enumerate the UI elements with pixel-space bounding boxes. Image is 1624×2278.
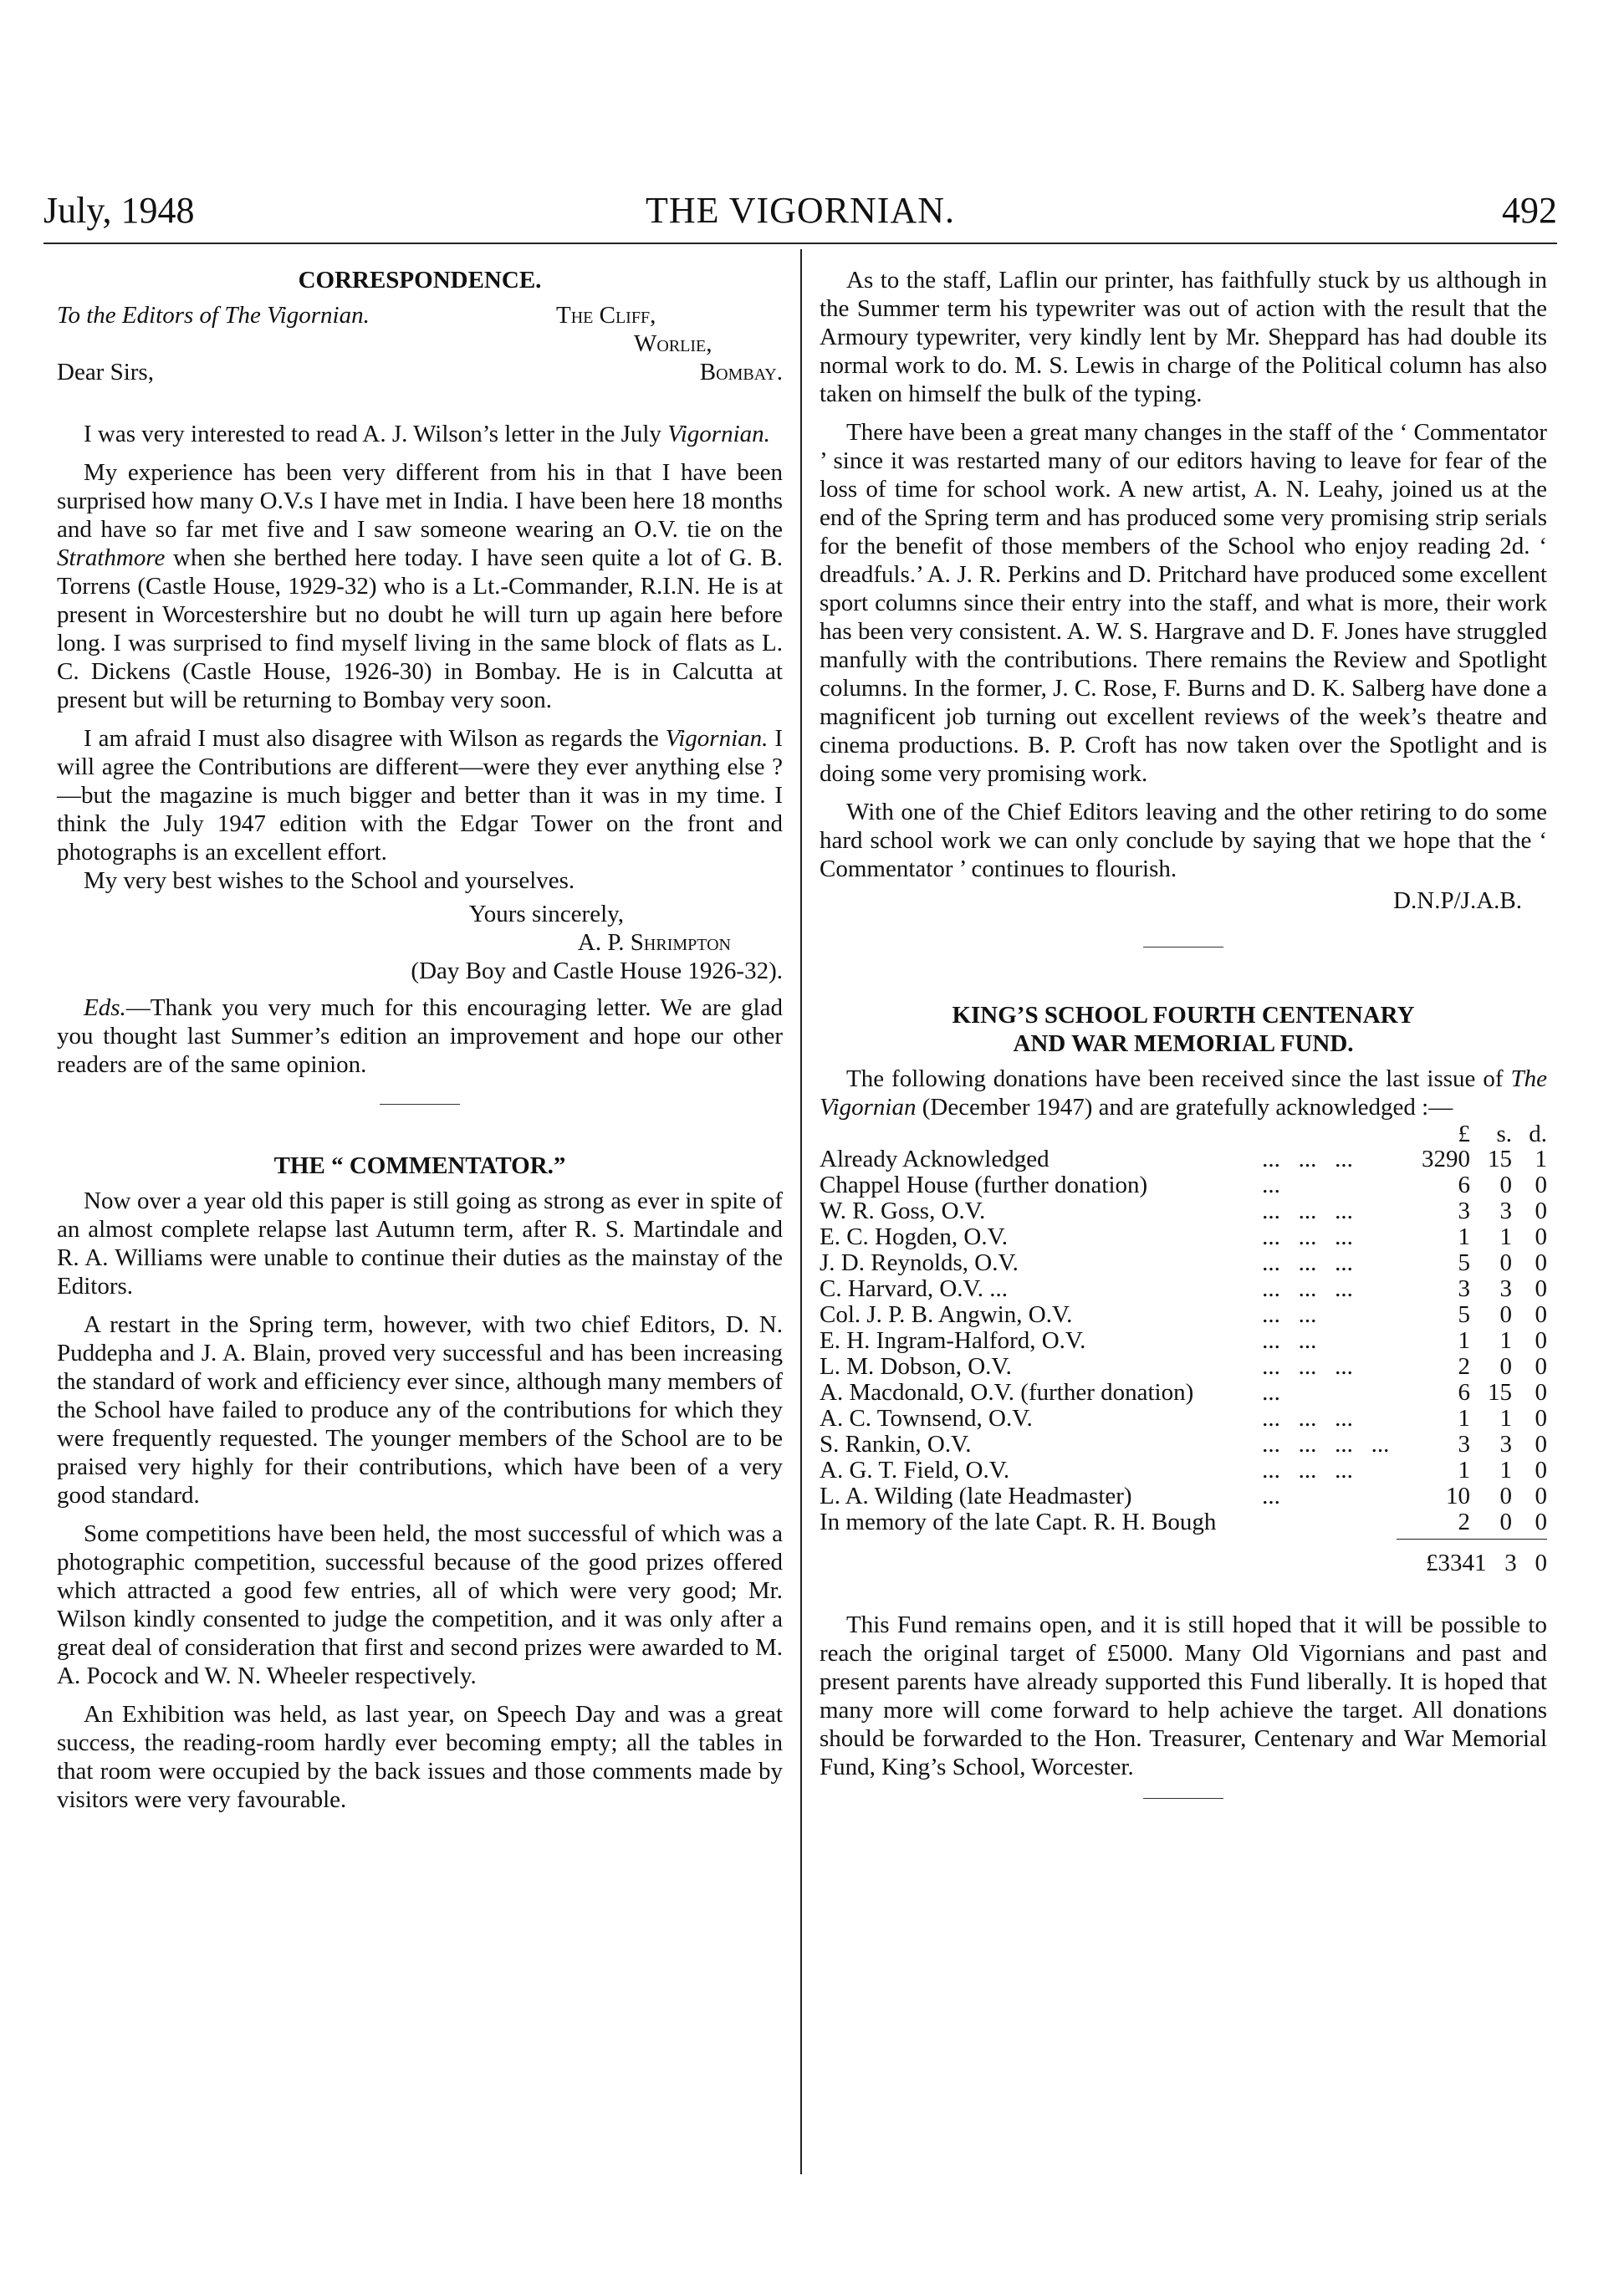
- fund-heading-line-1: KING’S SCHOOL FOURTH CENTENARY: [952, 1002, 1415, 1029]
- column-divider: [800, 249, 802, 2174]
- donation-row: [820, 1406, 1547, 1432]
- leader-dots: ... ... ... ...: [1262, 1431, 1390, 1458]
- donation-row: [820, 1354, 1547, 1380]
- left-column: [57, 266, 783, 1824]
- donor-name: Col. J. P. B. Angwin, O.V.: [820, 1301, 1073, 1328]
- page-number: 492: [1502, 190, 1557, 231]
- amount-shillings: 3: [1499, 1275, 1512, 1302]
- donor-name: A. C. Townsend, O.V.: [820, 1405, 1033, 1432]
- donor-name: Already Acknowledged: [820, 1146, 1049, 1172]
- letter-signature-detail: (Day Boy and Castle House 1926-32).: [411, 958, 783, 984]
- leader-dots: [1259, 1509, 1403, 1535]
- donation-row: [820, 1224, 1547, 1250]
- leader-dots: ... ...: [1262, 1301, 1317, 1328]
- amount-pounds: 2: [1458, 1509, 1470, 1535]
- section-separator: [1143, 1798, 1223, 1799]
- correspondence-heading: CORRESPONDENCE.: [298, 267, 542, 294]
- commentator-paragraph: As to the staff, Laflin our printer, has faithfully stuck by us although in the Summer term his typewriter was out of action with the result that the Armoury typewriter, very kindly lent by Mr. Sheppard has had double its normal work to do. M. S. Lewis in charge of the Political column has also taken on himself the bulk of the typing.: [820, 267, 1547, 407]
- donation-row: [820, 1380, 1547, 1406]
- donor-name: In memory of the late Capt. R. H. Bough: [820, 1509, 1217, 1535]
- amount-pence: 0: [1535, 1275, 1547, 1302]
- fund-closing-paragraph: This Fund remains open, and it is still hoped that it will be possible to reach the original target of £5000. Many Old Vigornians and past and present parents have already supported this Fund liberally. It is hoped that many more will come forward to help achieve the target. All donations should be forwarded to the Hon. Treasurer, Centenary and War Memorial Fund, King’s School, Worcester.: [820, 1611, 1547, 1780]
- pounds-header: £: [1458, 1121, 1470, 1147]
- amount-pounds: 5: [1458, 1301, 1470, 1328]
- amount-pence: 0: [1535, 1379, 1547, 1406]
- amount-shillings: 0: [1499, 1509, 1512, 1535]
- amount-pence: 0: [1535, 1353, 1547, 1380]
- amount-pence: 0: [1535, 1509, 1547, 1535]
- amount-shillings: 1: [1499, 1457, 1512, 1484]
- amount-pence: 0: [1535, 1172, 1547, 1198]
- amount-pounds: 10: [1446, 1483, 1470, 1509]
- commentator-paragraph: A restart in the Spring term, however, with two chief Editors, D. N. Puddepha and J. A. Blain, proved very successful and has been increasing the standard of work and efficiency ever since, although many members of the School have failed to produce any of the contributions for which they were frequently requested. The younger members of the School are to be praised very highly for their contributions, which have been of a very good standard.: [57, 1311, 783, 1509]
- amount-pence: 1: [1535, 1146, 1547, 1172]
- letter-paragraph: I am afraid I must also disagree with Wilson as regards the Vigornian. I will agree the Contributions are different—were they ever anything else ?—but the magazine is much bigger and better than it was in my time. I think the July 1947 edition with the Edgar Tower on the front and photographs is an excellent effort.: [57, 725, 783, 866]
- donation-row: [820, 1328, 1547, 1354]
- donor-name: L. A. Wilding (late Headmaster): [820, 1483, 1132, 1509]
- total-rule: [1397, 1539, 1547, 1540]
- commentator-paragraph: There have been a great many changes in the staff of the ‘ Commentator ’ since it was restarted many of our editors having to leave for fear of the loss of time for school work. A new artist, A. N. Leahy, joined us at the end of the Spring term and has produced some very promising strip serials for the benefit of those members of the School who enjoy reading 2d. ‘ dreadfuls.’ A. J. R. Perkins and D. Pritchard have produced some excellent sport columns since their entry into the staff, and what is more, their work has been very consistent. A. W. S. Hargrave and D. F. Jones have struggled manfully with the contributions. There remains the Review and Spotlight columns. In the former, J. C. Rose, F. Burns and D. K. Salberg have done a magnificent job turning out excellent reviews of the week’s theatre and cinema productions. B. P. Croft has now taken over the Spotlight and is doing some very promising work.: [820, 419, 1547, 787]
- leader-dots: ... ... ...: [1262, 1353, 1353, 1380]
- leader-dots: ... ... ...: [1262, 1146, 1353, 1172]
- addressee: To the Editors of The Vigornian.: [57, 302, 370, 329]
- leader-dots: ...: [1262, 1379, 1280, 1406]
- amount-pounds: 2: [1458, 1353, 1470, 1380]
- amount-pounds: 1: [1458, 1327, 1470, 1354]
- commentator-paragraph: Some competitions have been held, the most successful of which was a photographic competition, successful because of the good prizes offered which attracted a good few entries, all of which were very good; Mr. Wilson kindly consented to judge the competition, and it was only after a great deal of consideration that first and second prizes were awarded to M. A. Pocock and W. N. Wheeler respectively.: [57, 1520, 783, 1689]
- amount-shillings: 0: [1499, 1353, 1512, 1380]
- donor-name: E. C. Hogden, O.V.: [820, 1223, 1009, 1250]
- right-column: [820, 266, 1547, 1799]
- amount-pence: 0: [1535, 1301, 1547, 1328]
- donor-name: W. R. Goss, O.V.: [820, 1198, 986, 1224]
- amount-pence: 0: [1535, 1223, 1547, 1250]
- donation-row: [820, 1458, 1547, 1484]
- magazine-title: THE VIGORNIAN.: [645, 190, 956, 231]
- donation-row: [820, 1172, 1547, 1198]
- amount-pounds: 3: [1458, 1198, 1470, 1224]
- leader-dots: ... ... ...: [1262, 1457, 1353, 1484]
- issue-date: July, 1948: [43, 190, 195, 231]
- amount-pence: 0: [1535, 1198, 1547, 1224]
- shillings-header: s.: [1496, 1121, 1512, 1147]
- amount-shillings: 3: [1499, 1198, 1512, 1224]
- header-rule: [43, 243, 1557, 244]
- amount-shillings: 1: [1499, 1327, 1512, 1354]
- amount-pounds: 1: [1458, 1405, 1470, 1432]
- letter-paragraph: I was very interested to read A. J. Wilson’s letter in the July Vigornian.: [84, 421, 770, 447]
- donor-name: A. G. T. Field, O.V.: [820, 1457, 1010, 1484]
- editors-reply: Eds.—Thank you very much for this encouraging letter. We are glad you thought last Summer’s edition an improvement and hope our other readers are of the same opinion.: [57, 994, 783, 1078]
- amount-pounds: 1: [1458, 1223, 1470, 1250]
- letter-paragraph: My very best wishes to the School and yourselves.: [84, 867, 575, 894]
- donor-name: Chappel House (further donation): [820, 1172, 1148, 1198]
- amount-pence: 0: [1535, 1431, 1547, 1458]
- leader-dots: ...: [1262, 1483, 1280, 1509]
- total-amount: £3341 3 0: [1426, 1550, 1547, 1576]
- donation-row: [820, 1432, 1547, 1458]
- address-line-1: The Cliff,: [556, 302, 656, 329]
- donation-row: [820, 1198, 1547, 1224]
- amount-pounds: 1: [1458, 1457, 1470, 1484]
- donation-row: [820, 1147, 1547, 1172]
- commentator-paragraph: With one of the Chief Editors leaving and the other retiring to do some hard school work we can only conclude by saying that we hope that the ‘ Commentator ’ continues to flourish.: [820, 799, 1547, 882]
- commentator-paragraph: Now over a year old this paper is still going as strong as ever in spite of an almost complete relapse last Autumn term, after R. S. Martindale and R. A. Williams were unable to continue their duties as the mainstay of the Editors.: [57, 1188, 783, 1300]
- amount-shillings: 15: [1488, 1379, 1512, 1406]
- amount-shillings: 0: [1499, 1483, 1512, 1509]
- donation-rows: [820, 1147, 1547, 1535]
- amount-pounds: 6: [1458, 1172, 1470, 1198]
- fund-intro: The following donations have been received since the last issue of The Vigornian (December 1947) and are gratefully acknowledged :—: [820, 1065, 1547, 1121]
- commentator-heading: THE “ COMMENTATOR.”: [273, 1152, 566, 1179]
- commentator-signoff: D.N.P/J.A.B.: [1393, 887, 1522, 914]
- donation-row: [820, 1276, 1547, 1302]
- letter-paragraph: My experience has been very different from his in that I have been surprised how many O.V.s I have met in India. I have been here 18 months and have so far met five and I saw someone wearing an O.V. tie on the Strathmore when she berthed here today. I have seen quite a lot of G. B. Torrens (Castle House, 1929-32) who is a Lt.-Commander, R.I.N. He is at present in Worcestershire but no doubt he will turn up again here before long. I was surprised to find myself living in the same block of flats as L. C. Dickens (Castle House, 1926-30) in Bombay. He is in Calcutta at present but will be returning to Bombay very soon.: [57, 459, 783, 713]
- amount-pounds: 3: [1458, 1275, 1470, 1302]
- amount-pence: 0: [1535, 1405, 1547, 1432]
- donor-name: S. Rankin, O.V.: [820, 1431, 972, 1458]
- donation-row: [820, 1484, 1547, 1509]
- donor-name: J. D. Reynolds, O.V.: [820, 1249, 1019, 1276]
- amount-pounds: 3: [1458, 1431, 1470, 1458]
- leader-dots: ... ... ...: [1262, 1198, 1353, 1224]
- leader-dots: ... ... ...: [1262, 1249, 1353, 1276]
- amount-pence: 0: [1535, 1327, 1547, 1354]
- donor-name: C. Harvard, O.V. ...: [820, 1275, 1008, 1302]
- donations-total: [820, 1539, 1547, 1586]
- letter-signature: A. P. Shrimpton: [577, 929, 731, 956]
- amount-shillings: 0: [1499, 1249, 1512, 1276]
- pence-header: d.: [1529, 1121, 1547, 1147]
- address-line-2: Worlie,: [634, 330, 712, 357]
- fund-heading-line-2: AND WAR MEMORIAL FUND.: [1013, 1030, 1354, 1057]
- donation-row: [820, 1250, 1547, 1276]
- amount-shillings: 1: [1499, 1223, 1512, 1250]
- donation-row: [820, 1509, 1547, 1535]
- donations-header-row: [820, 1121, 1547, 1147]
- page-header: [43, 186, 1557, 236]
- letter-closing: Yours sincerely,: [468, 901, 624, 927]
- commentator-paragraph: An Exhibition was held, as last year, on Speech Day and was a great success, the reading-room hardly ever becoming empty; all the tables in that room were occupied by the back issues and those comments made by visitors were very favourable.: [57, 1701, 783, 1813]
- donor-name: E. H. Ingram-Halford, O.V.: [820, 1327, 1086, 1354]
- amount-shillings: 0: [1499, 1301, 1512, 1328]
- donor-name: A. Macdonald, O.V. (further donation): [820, 1379, 1194, 1406]
- donations-table: [820, 1121, 1547, 1535]
- donor-name: L. M. Dobson, O.V.: [820, 1353, 1012, 1380]
- leader-dots: ...: [1262, 1172, 1280, 1198]
- amount-pence: 0: [1535, 1483, 1547, 1509]
- address-line-3: Bombay.: [699, 359, 783, 386]
- amount-pence: 0: [1535, 1249, 1547, 1276]
- amount-shillings: 1: [1499, 1405, 1512, 1432]
- amount-pounds: 5: [1458, 1249, 1470, 1276]
- amount-shillings: 0: [1499, 1172, 1512, 1198]
- section-separator: [380, 1104, 460, 1105]
- donation-row: [820, 1302, 1547, 1328]
- leader-dots: ... ... ...: [1262, 1275, 1353, 1302]
- amount-shillings: 15: [1488, 1146, 1512, 1172]
- amount-pounds: 6: [1458, 1379, 1470, 1406]
- salutation: Dear Sirs,: [57, 359, 154, 386]
- amount-pounds: 3290: [1422, 1146, 1470, 1172]
- leader-dots: ... ...: [1262, 1327, 1317, 1354]
- amount-shillings: 3: [1499, 1431, 1512, 1458]
- leader-dots: ... ... ...: [1262, 1405, 1353, 1432]
- letter-address-block: [57, 301, 783, 415]
- amount-pence: 0: [1535, 1457, 1547, 1484]
- leader-dots: ... ... ...: [1262, 1223, 1353, 1250]
